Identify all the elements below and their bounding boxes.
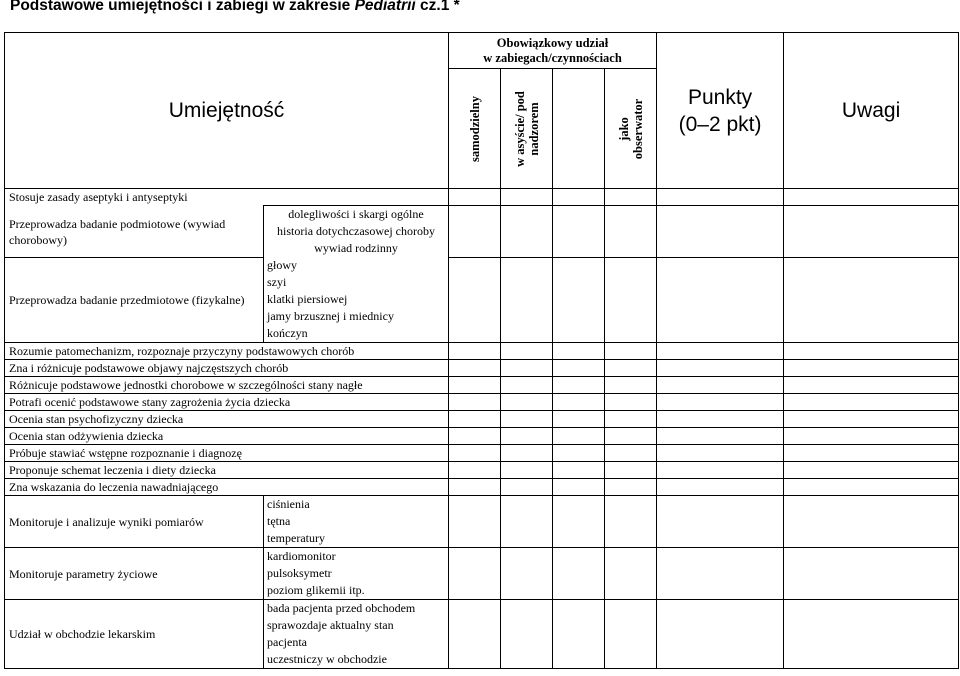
vitals-subitem: pulsoksymetr <box>267 566 332 580</box>
header-points-line2: (0–2 pkt) <box>678 112 762 136</box>
monitor-subitem: tętna <box>267 514 291 528</box>
title-prefix: Podstawowe umiejętności i zabiegi w zakresie <box>10 0 355 14</box>
rounds-subitem: pacjenta <box>267 635 307 649</box>
exam-subitem: szyi <box>267 275 287 289</box>
header-col-observer <box>605 69 657 189</box>
row-skill: Potrafi ocenić podstawowe stany zagrożenia życia dziecka <box>5 394 449 411</box>
header-col-assist-line1: w asyście/ pod <box>512 90 527 167</box>
row-skill: Ocenia stan psychofizyczny dziecka <box>5 411 449 428</box>
header-col-assist-line2: nadzorem <box>526 101 541 156</box>
title-italic: Pediatrii <box>354 0 416 14</box>
vitals-subitems <box>264 548 449 600</box>
vitals-subitem: kardiomonitor <box>267 549 336 563</box>
header-mandatory-line2: w zabiegach/czynnościach <box>483 50 622 65</box>
interview-subitems <box>264 206 449 258</box>
header-col-observer-line1: jako <box>616 116 631 141</box>
header-notes: Uwagi <box>784 33 959 189</box>
page-title <box>10 0 460 15</box>
title-suffix: cz.1 * <box>415 0 460 14</box>
skills-table <box>4 32 959 669</box>
header-points-line1: Punkty <box>687 85 753 109</box>
header-col-independent-label: samodzielny <box>467 95 482 162</box>
exam-subitem: kończyn <box>267 326 308 340</box>
row-skill: Różnicuje podstawowe jednostki chorobowe w szczególności stany nagłe <box>5 377 449 394</box>
interview-subitem: wywiad rodzinny <box>314 241 398 255</box>
row-interview-line1: Przeprowadza badanie podmiotowe (wywiad <box>9 217 226 231</box>
interview-subitem: dolegliwości i skargi ogólne <box>288 207 424 221</box>
rounds-subitem: sprawozdaje aktualny stan <box>267 618 394 632</box>
header-col-independent <box>449 69 501 189</box>
vitals-subitem: poziom glikemii itp. <box>267 583 365 597</box>
row-skill: Rozumie patomechanizm, rozpoznaje przyczyny podstawowych chorób <box>5 343 449 360</box>
header-col-assist <box>501 69 553 189</box>
rounds-subitems <box>264 600 449 669</box>
exam-subitems <box>264 257 449 343</box>
row-skill: Zna wskazania do leczenia nawadniającego <box>5 479 449 496</box>
row-skill: Proponuje schemat leczenia i diety dziecka <box>5 462 449 479</box>
row-skill: Próbuje stawiać wstępne rozpoznanie i diagnozę <box>5 445 449 462</box>
row-skill: Zna i różnicuje podstawowe objawy najczęstszych chorób <box>5 360 449 377</box>
rounds-subitem: bada pacjenta przed obchodem <box>267 601 416 615</box>
interview-subitem: historia dotychczasowej choroby <box>277 224 435 238</box>
header-col-assist-label <box>513 91 541 167</box>
header-mandatory-line1: Obowiązkowy udział <box>496 35 609 50</box>
row-vitals: Monitoruje parametry życiowe <box>5 548 264 600</box>
exam-subitem: klatki piersiowej <box>267 292 348 306</box>
rounds-subitem: uczestniczy w obchodzie <box>267 652 387 666</box>
row-aseptic: Stosuje zasady aseptyki i antyseptyki <box>5 189 449 206</box>
monitor-subitem: temperatury <box>267 531 325 545</box>
header-col-empty <box>553 69 605 189</box>
row-interview-line2: chorobowy) <box>9 233 67 247</box>
row-interview <box>5 206 264 258</box>
row-rounds: Udział w obchodzie lekarskim <box>5 600 264 669</box>
row-exam: Przeprowadza badanie przedmiotowe (fizykalne) <box>5 257 264 343</box>
row-monitor: Monitoruje i analizuje wyniki pomiarów <box>5 496 264 548</box>
header-points <box>657 33 784 189</box>
header-col-observer-line2: obserwator <box>630 98 645 159</box>
header-skill: Umiejętność <box>5 33 449 189</box>
monitor-subitem: ciśnienia <box>267 497 310 511</box>
exam-subitem: jamy brzusznej i miednicy <box>267 309 394 323</box>
exam-subitem: głowy <box>267 258 297 272</box>
row-skill: Ocenia stan odżywienia dziecka <box>5 428 449 445</box>
header-col-observer-label <box>617 98 645 158</box>
monitor-subitems <box>264 496 449 548</box>
header-mandatory <box>449 33 657 69</box>
